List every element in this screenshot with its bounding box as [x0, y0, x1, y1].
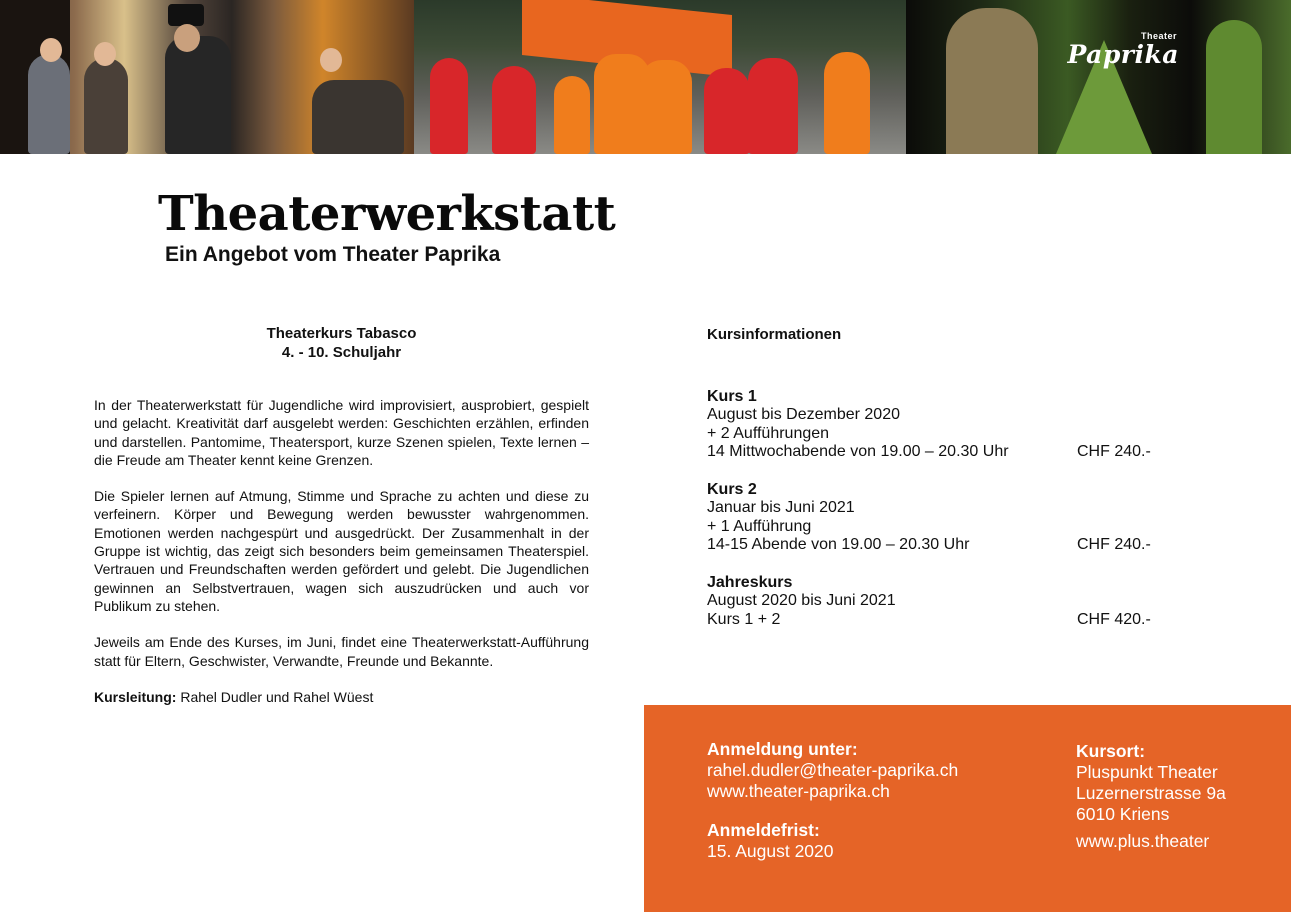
- course-grades: 4. - 10. Schuljahr: [281, 344, 402, 361]
- registration-email-link[interactable]: rahel.dudler@theater-paprika.ch: [707, 760, 959, 780]
- page-subtitle: Ein Angebot vom Theater Paprika: [165, 243, 501, 266]
- registration-heading: Anmeldung unter:: [707, 739, 858, 759]
- actor-figure: [28, 54, 70, 154]
- course-price: CHF 240.-: [1077, 536, 1151, 553]
- description-paragraph: Die Spieler lernen auf Atmung, Stimme und Sprache zu achten und diese zu verfeinern. Körper und Bewegung werden bewusster wahrgenommen. Emotionen werden nachgespürt und ausgedrückt. Der Zusammenhalt in der Gruppe ist wichtig, das zeigt sich besonders beim gemeinsamen Theaterspiel. Vertrauen und Freundschaften werden gefördert und gelebt. Die Jugendlichen gewinnen an Selbstvertrauen, wagen sich auszudrücken und auch vor Publikum zu stehen.: [94, 488, 589, 614]
- course-period: Januar bis Juni 2021: [707, 499, 855, 516]
- course-description: [94, 324, 589, 724]
- actor-head: [94, 42, 116, 66]
- course-combination: [707, 611, 1177, 630]
- location-venue: Pluspunkt Theater: [1076, 762, 1218, 782]
- participant-figure: [748, 58, 798, 154]
- course-period: August 2020 bis Juni 2021: [707, 592, 896, 609]
- logo-big-text: Paprika: [1067, 40, 1179, 69]
- participant-figure: [492, 66, 536, 154]
- participant-figure: [640, 60, 692, 154]
- location-info: [1076, 741, 1291, 852]
- theater-stage-photo: [0, 0, 414, 154]
- course-period: August bis Dezember 2020: [707, 406, 900, 423]
- course-price: CHF 420.-: [1077, 610, 1151, 628]
- course-title: Theaterkurs Tabasco: [266, 325, 417, 342]
- actor-figure: [312, 80, 404, 154]
- location-website-link[interactable]: www.plus.theater: [1076, 831, 1210, 851]
- course-info-title: Kursinformationen: [707, 326, 842, 343]
- location-heading: Kursort:: [1076, 741, 1146, 761]
- course-schedule-text: 14-15 Abende von 19.00 – 20.30 Uhr: [707, 536, 970, 553]
- participant-figure: [430, 58, 468, 154]
- course-block-kurs-2: [707, 481, 1177, 555]
- participant-figure: [554, 76, 590, 154]
- participant-figure: [704, 68, 750, 154]
- registration-website-link[interactable]: www.theater-paprika.ch: [707, 781, 890, 801]
- forest-scene-photo: [906, 0, 1291, 154]
- course-name: Jahreskurs: [707, 573, 793, 591]
- tree-costume-shape: [1206, 20, 1262, 154]
- course-performances: + 2 Aufführungen: [707, 424, 830, 442]
- course-information: [707, 326, 1177, 648]
- logo-small-text: Theater: [1140, 31, 1177, 41]
- header-photo-banner: [0, 0, 1291, 154]
- top-hat-shape: [168, 4, 204, 26]
- description-paragraph: In der Theaterwerkstatt für Jugendliche wird improvisiert, ausprobiert, gespielt und gelacht. Kreativität darf ausgelebt werden: Geschichten erzählen, erfinden und darstellen. Pantomime, Theatersport, kurze Szenen spielen, Texte lernen – die Freude am Theater kennt keine Grenzen.: [94, 397, 589, 468]
- course-price: CHF 240.-: [1077, 443, 1151, 460]
- course-performances: + 1 Aufführung: [707, 517, 812, 535]
- theater-paprika-logo: [1067, 31, 1180, 69]
- actor-figure: [84, 58, 128, 154]
- course-schedule: [707, 536, 1177, 555]
- registration-info: [707, 739, 1037, 862]
- course-schedule-text: 14 Mittwochabende von 19.00 – 20.30 Uhr: [707, 443, 1009, 460]
- course-leaders-names: Rahel Dudler und Rahel Wüest: [176, 688, 374, 705]
- description-paragraph: Jeweils am Ende des Kurses, im Juni, findet eine Theaterwerkstatt-Aufführung statt für Eltern, Geschwister, Verwandte, Freunde und Bekannte.: [94, 634, 589, 669]
- actor-head: [40, 38, 62, 62]
- course-heading: [94, 324, 589, 362]
- deadline-heading: Anmeldefrist:: [707, 820, 820, 840]
- course-leaders-label: Kursleitung:: [94, 688, 177, 705]
- actor-with-binoculars-shape: [946, 8, 1038, 154]
- course-combination-text: Kurs 1 + 2: [707, 610, 781, 628]
- course-block-jahreskurs: [707, 574, 1177, 630]
- group-outdoor-photo: [414, 0, 906, 154]
- registration-box: [644, 705, 1291, 912]
- location-city: 6010 Kriens: [1076, 804, 1170, 824]
- course-name: Kurs 2: [707, 480, 757, 498]
- course-leaders: [94, 688, 589, 706]
- course-schedule: [707, 443, 1177, 462]
- actor-head: [320, 48, 342, 72]
- spacer: [707, 802, 1037, 820]
- participant-figure: [824, 52, 870, 154]
- actor-figure: [165, 36, 231, 154]
- actor-head: [174, 24, 200, 52]
- course-block-kurs-1: [707, 388, 1177, 462]
- location-street: Luzernerstrasse 9a: [1076, 783, 1226, 803]
- page-title: Theaterwerkstatt: [158, 186, 616, 242]
- deadline-date: 15. August 2020: [707, 841, 834, 861]
- course-name: Kurs 1: [707, 387, 757, 405]
